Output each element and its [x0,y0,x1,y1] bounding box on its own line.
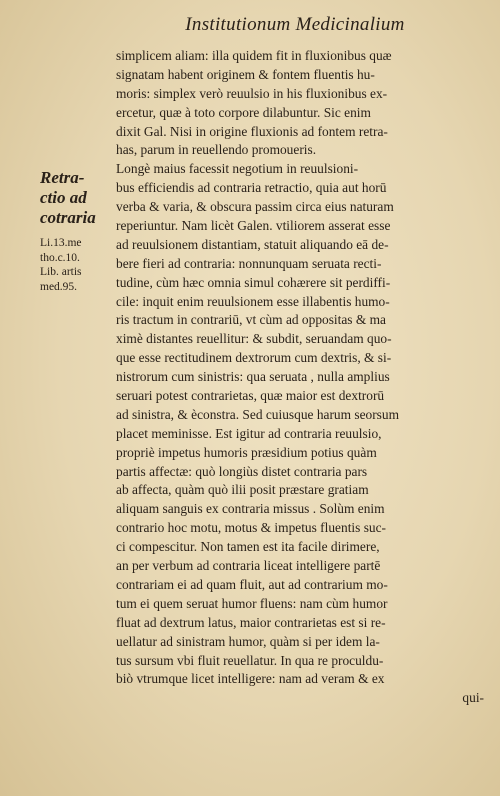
text-line: reperiuntur. Nam licèt Galen. vtiliorem asserat esse [116,218,391,234]
text-line: partis affectæ: quò longiùs distet contraria pars [116,463,368,479]
text-line: has, parum in reuellendo promoueris. [116,142,317,158]
text-line: ad reuulsionem distantiam, statuit aliquando eā de- [116,236,389,252]
text-line: tudine, cùm hæc omnia simul cohærere sit perdiffi- [116,274,391,290]
text-line: seruari potest contrarietas, quæ maior est dextrorū [116,388,385,404]
text-line: ercetur, quæ à toto corpore dilabuntur. Sic enim [116,104,371,120]
text-line: qui- [462,690,484,706]
text-line: simplicem aliam: illa quidem fit in fluxionibus quæ [116,48,392,63]
marginal-reference [40,236,114,294]
marginal-reference-line: med.95. [40,280,78,293]
text-line: tum ei quem seruat humor fluens: nam cùm humor [116,595,388,611]
marginal-heading-line: Retra- [40,168,85,187]
text-line: contrario hoc motu, motus & impetus fluentis suc- [116,520,387,536]
text-line: verba & varia, & obscura passim circa eius naturam [116,199,394,215]
text-line: uellatur ad sinistram humor, quàm si per idem la- [116,633,380,649]
text-line: ris tractum in contrariū, vt cùm ad oppositas & ma [116,312,386,328]
text-line: bus efficiendis ad contraria retractio, quia aut horū [116,180,387,196]
text-line: nistrorum cum sinistris: qua seruata , nulla amplius [116,369,390,385]
text-line: dixit Gal. Nisi in origine fluxionis ad fontem retra- [116,123,388,139]
text-line: contrariam ei ad quam fluit, aut ad contrarium mo- [116,576,388,592]
marginal-heading [40,168,114,228]
text-line: ximè distantes reuellitur: & subdit, seruandam quo- [116,331,392,347]
marginal-heading-line: ctio ad [40,188,87,207]
text-line: signatam habent originem & fontem fluentis hu- [116,66,375,82]
main-text-block [116,47,484,708]
text-line: Longè maius facessit negotium in reuulsioni- [116,161,359,177]
text-line: que esse rectitudinem dextrorum cum dextris, & si- [116,350,392,366]
text-line: aliquam sanguis ex contraria missus . Solùm enim [116,501,385,517]
text-line: an per verbum ad contraria liceat intelligere partē [116,558,381,574]
marginal-heading-line: cotraria [40,208,96,227]
text-line: tus sursum vbi fluit reuellatur. In qua re proculdu- [116,652,384,668]
text-line: moris: simplex verò reuulsio in his fluxionibus ex- [116,85,388,101]
text-line: ab affecta, quàm quò ilii posit præstare gratiam [116,482,369,498]
text-line: ci compescitur. Non tamen est ita facile dirimere, [116,539,380,555]
text-line: ad sinistra, & èconstra. Sed cuiusque harum seorsum [116,406,400,422]
text-line: bere fieri ad contraria: nonnunquam seruata recti- [116,255,382,271]
text-line: biò vtrumque licet intelligere: nam ad veram & ex [116,671,385,687]
marginal-reference-line: Li.13.me [40,237,82,249]
text-line: fluat ad dextrum latus, maior contrarietas est si re- [116,614,386,630]
text-line: propriè impetus humoris præsidium potius quàm [116,444,377,460]
marginal-reference-line: tho.c.10. [40,251,80,264]
text-line: cile: inquit enim reuulsionem esse illabentis humo- [116,293,390,309]
marginal-reference-line: Lib. artis [40,266,82,278]
text-line: placet meminisse. Est igitur ad contraria reuulsio, [116,425,382,441]
running-title: Institutionum Medicinalium [185,14,405,35]
